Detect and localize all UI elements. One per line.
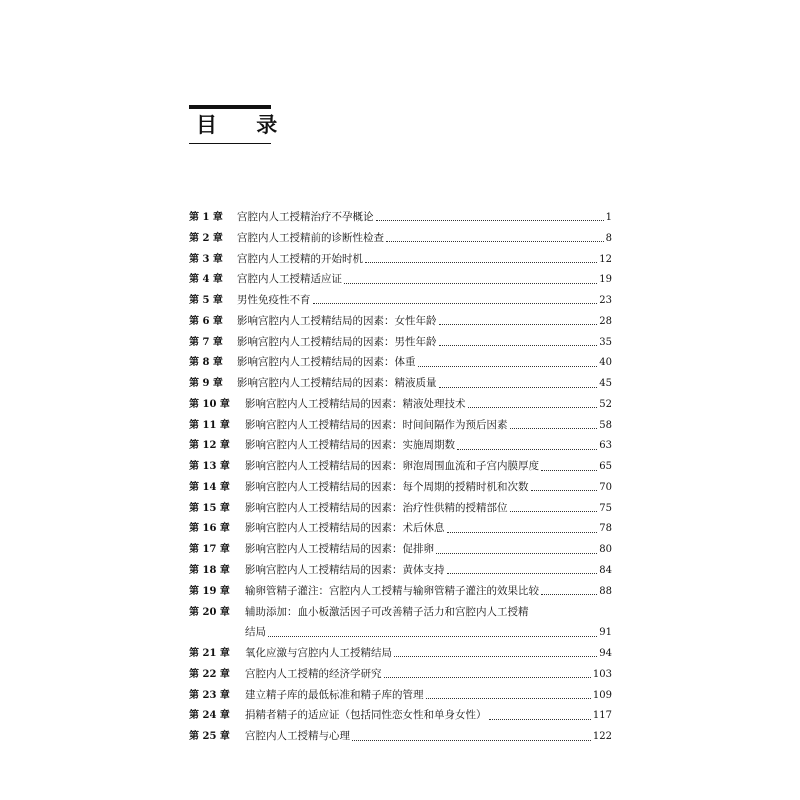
dot-leader: [418, 365, 598, 367]
page-number: 117: [592, 710, 612, 722]
title-underline: [189, 143, 271, 144]
dot-leader: [447, 572, 598, 574]
chapter-title: 宫腔内人工授精与心理: [245, 730, 350, 743]
page-number: 103: [592, 668, 612, 680]
dot-leader: [394, 655, 597, 657]
chapter-number: 第 20 章: [189, 606, 230, 618]
toc-entry: [189, 643, 612, 664]
page-number: 58: [599, 419, 612, 431]
chapter-number: 第 12 章: [189, 440, 230, 452]
toc-entry: [189, 332, 612, 353]
chapter-number: 第 11 章: [189, 419, 230, 431]
dot-leader: [510, 510, 598, 512]
toc-entry: [189, 415, 612, 436]
chapter-number: 第 1 章: [189, 212, 223, 223]
dot-leader: [439, 386, 598, 388]
chapter-title-continuation: 结局: [245, 626, 266, 639]
toc-entry: [189, 373, 612, 394]
chapter-number: 第 6 章: [189, 315, 223, 327]
dot-leader: [313, 302, 598, 304]
chapter-title: 影响宫腔内人工授精结局的因素：女性年龄: [237, 314, 437, 327]
toc-entry: [189, 435, 612, 456]
dot-leader: [439, 323, 598, 325]
chapter-title: 宫腔内人工授精的经济学研究: [245, 667, 382, 680]
toc-entry: [189, 290, 612, 311]
chapter-title: 影响宫腔内人工授精结局的因素：实施周期数: [245, 439, 455, 452]
chapter-number: 第 18 章: [189, 565, 230, 577]
chapter-number: 第 14 章: [189, 481, 230, 493]
dot-leader: [489, 718, 591, 720]
chapter-title: 影响宫腔内人工授精结局的因素：精液质量: [237, 377, 437, 390]
toc-entry: [189, 539, 612, 560]
chapter-number: 第 19 章: [189, 585, 230, 597]
toc-entry: [189, 705, 612, 726]
dot-leader: [386, 240, 604, 242]
page-number: 23: [599, 295, 612, 307]
page-number: 78: [599, 523, 612, 535]
chapter-title: 影响宫腔内人工授精结局的因素：术后休息: [245, 522, 445, 535]
chapter-number: 第 3 章: [189, 253, 223, 265]
chapter-title: 氧化应激与宫腔内人工授精结局: [245, 647, 392, 660]
chapter-number: 第 2 章: [189, 232, 223, 244]
toc-entry: [189, 498, 612, 519]
toc-entry: [189, 394, 612, 415]
toc-entry: [189, 269, 612, 290]
chapter-title: 宫腔内人工授精前的诊断性检查: [237, 231, 384, 244]
toc-entry: [189, 456, 612, 477]
title-top-bar: [189, 105, 271, 109]
toc-entry: [189, 518, 612, 539]
dot-leader: [457, 448, 597, 450]
chapter-number: 第 17 章: [189, 544, 230, 556]
chapter-number: 第 22 章: [189, 668, 230, 680]
page-number: 94: [599, 648, 612, 660]
dot-leader: [384, 676, 591, 678]
toc-entry: [189, 311, 612, 332]
page-number: 28: [599, 315, 612, 327]
chapter-number: 第 25 章: [189, 731, 230, 743]
dot-leader: [268, 635, 597, 637]
page-number: 109: [592, 689, 612, 701]
chapter-title: 建立精子库的最低标准和精子库的管理: [245, 688, 424, 701]
chapter-title: 影响宫腔内人工授精结局的因素：时间间隔作为预后因素: [245, 418, 508, 431]
chapter-number: 第 10 章: [189, 398, 230, 410]
chapter-title: 宫腔内人工授精治疗不孕概论: [237, 211, 374, 223]
toc-entry: [189, 228, 612, 249]
page-number: 8: [605, 232, 612, 244]
chapter-title: 影响宫腔内人工授精结局的因素：黄体支持: [245, 564, 445, 577]
toc-entry: [189, 685, 612, 706]
dot-leader: [541, 593, 597, 595]
chapter-title: 捐精者精子的适应证（包括同性恋女性和单身女性）: [245, 709, 487, 722]
page-number: 19: [599, 274, 612, 286]
dot-leader: [531, 489, 598, 491]
page-number: 52: [599, 398, 612, 410]
page-number: 40: [599, 357, 612, 369]
chapter-number: 第 23 章: [189, 689, 230, 701]
page-number: 12: [599, 253, 612, 265]
toc-entry: [189, 352, 612, 373]
page-number: 45: [599, 378, 612, 390]
page-number: 70: [599, 481, 612, 493]
chapter-title: 影响宫腔内人工授精结局的因素：卵泡周围血流和子宫内膜厚度: [245, 460, 539, 473]
chapter-title: 影响宫腔内人工授精结局的因素：精液处理技术: [245, 397, 466, 410]
dot-leader: [510, 427, 598, 429]
chapter-title: 影响宫腔内人工授精结局的因素：每个周期的授精时机和次数: [245, 480, 529, 493]
chapter-number: 第 5 章: [189, 295, 223, 307]
chapter-number: 第 15 章: [189, 502, 230, 514]
page-title: 目 录: [196, 113, 294, 137]
toc-entry: [189, 726, 612, 747]
page-number: 80: [599, 544, 612, 556]
chapter-title: 宫腔内人工授精的开始时机: [237, 252, 363, 265]
toc-entry: [189, 207, 612, 228]
chapter-number: 第 24 章: [189, 710, 230, 722]
chapter-number: 第 7 章: [189, 336, 223, 348]
chapter-title: 辅助添加：血小板激活因子可改善精子活力和宫腔内人工授精: [245, 605, 529, 618]
toc-entry: [189, 664, 612, 685]
page-number: 1: [605, 212, 612, 223]
chapter-number: 第 21 章: [189, 648, 230, 660]
dot-leader: [468, 406, 598, 408]
toc-entry-continuation: [189, 622, 612, 643]
chapter-title: 宫腔内人工授精适应证: [237, 273, 342, 286]
dot-leader: [365, 261, 597, 263]
toc-entry: [189, 581, 612, 602]
dot-leader: [426, 697, 591, 699]
chapter-number: 第 4 章: [189, 274, 223, 286]
page-number: 63: [599, 440, 612, 452]
dot-leader: [344, 282, 597, 284]
chapter-number: 第 16 章: [189, 523, 230, 535]
dot-leader: [352, 739, 591, 741]
chapter-number: 第 13 章: [189, 461, 230, 473]
page-number: 65: [599, 461, 612, 473]
toc-entry: [189, 477, 612, 498]
toc-entry: [189, 602, 612, 623]
table-of-contents: [189, 207, 612, 747]
page-number: 84: [599, 565, 612, 577]
chapter-title: 影响宫腔内人工授精结局的因素：促排卵: [245, 543, 434, 556]
page-number: 122: [592, 731, 612, 743]
chapter-title: 影响宫腔内人工授精结局的因素：男性年龄: [237, 335, 437, 348]
dot-leader: [447, 531, 598, 533]
toc-entry: [189, 249, 612, 270]
page-number: 91: [599, 627, 612, 639]
page-number: 88: [599, 585, 612, 597]
page-number: 35: [599, 336, 612, 348]
dot-leader: [439, 344, 598, 346]
dot-leader: [436, 552, 597, 554]
toc-entry: [189, 560, 612, 581]
chapter-title: 影响宫腔内人工授精结局的因素：治疗性供精的授精部位: [245, 501, 508, 514]
dot-leader: [541, 469, 597, 471]
chapter-number: 第 8 章: [189, 357, 223, 369]
page-number: 75: [599, 502, 612, 514]
chapter-title: 男性免疫性不育: [237, 294, 311, 307]
chapter-title: 输卵管精子灌注：宫腔内人工授精与输卵管精子灌注的效果比较: [245, 584, 539, 597]
chapter-title: 影响宫腔内人工授精结局的因素：体重: [237, 356, 416, 369]
dot-leader: [376, 219, 604, 221]
chapter-number: 第 9 章: [189, 378, 223, 390]
